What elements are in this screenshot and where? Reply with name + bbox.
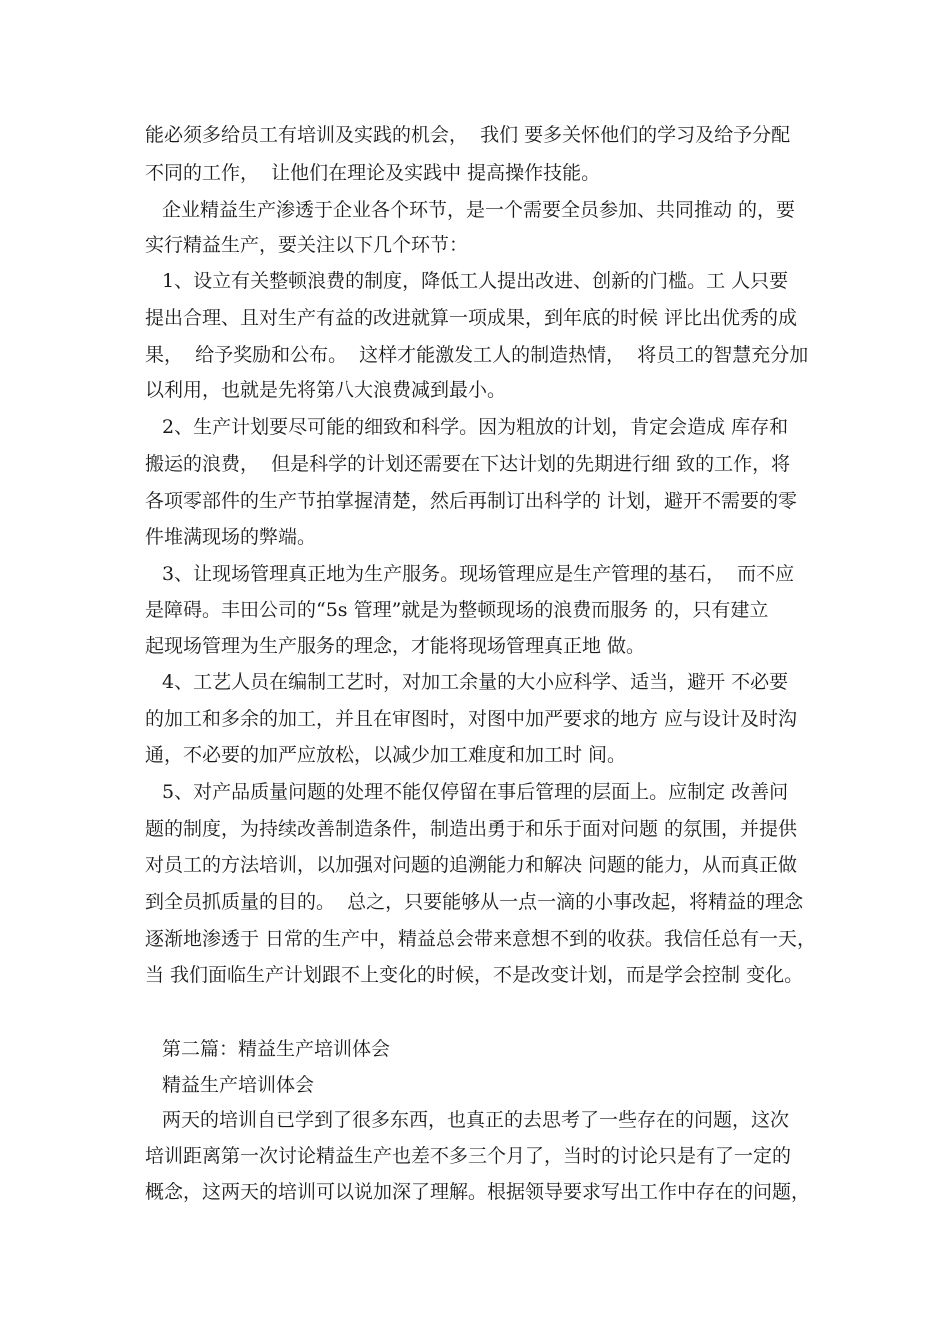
text-line: 起现场管理为生产服务的理念，才能将现场管理真正地 做。 <box>145 635 646 657</box>
text-line: 果， 给予奖励和公布。 这样才能激发工人的制造热情， 将员工的智慧充分加 <box>145 344 809 366</box>
text-line: 通，不必要的加严应放松，以减少加工难度和加工时 间。 <box>145 744 627 766</box>
section-subtitle: 精益生产培训体会 <box>162 1074 315 1096</box>
paragraph-start-line: 2、生产计划要尽可能的细致和科学。因为粗放的计划，肯定会造成 库存和 <box>162 416 789 438</box>
text-line: 题的制度，为持续改善制造条件，制造出勇于和乐于面对问题 的氛围，并提供 <box>145 818 798 840</box>
text-line: 对员工的方法培训，以加强对问题的追溯能力和解决 问题的能力，从而真正做 <box>145 854 798 876</box>
text-line: 各项零部件的生产节拍掌握清楚，然后再制订出科学的 计划，避开不需要的零 <box>145 490 798 512</box>
text-line: 以利用，也就是先将第八大浪费减到最小。 <box>145 379 507 401</box>
paragraph-start-line: 企业精益生产渗透于企业各个环节，是一个需要全员参加、共同推动 的，要 <box>162 199 796 221</box>
text-line: 实行精益生产，要关注以下几个环节： <box>145 234 469 256</box>
text-line: 到全员抓质量的目的。 总之，只要能够从一点一滴的小事改起，将精益的理念 <box>145 891 804 913</box>
text-line: 培训距离第一次讨论精益生产也差不多三个月了，当时的讨论只是有了一定的 <box>145 1145 792 1167</box>
text-line: 逐渐地渗透于 日常的生产中，精益总会带来意想不到的收获。我信任总有一天， <box>145 928 817 950</box>
paragraph-start-line: 1、设立有关整顿浪费的制度，降低工人提出改进、创新的门槛。工 人只要 <box>162 270 789 292</box>
section-heading: 第二篇：精益生产培训体会 <box>162 1038 391 1060</box>
paragraph-start-line: 两天的培训自已学到了很多东西，也真正的去思考了一些存在的问题，这次 <box>162 1109 790 1131</box>
text-line: 搬运的浪费， 但是科学的计划还需要在下达计划的先期进行细 致的工作，将 <box>145 453 791 475</box>
text-line: 的加工和多余的加工，并且在审图时，对图中加严要求的地方 应与设计及时沟 <box>145 708 798 730</box>
text-line: 概念，这两天的培训可以说加深了理解。根据领导要求写出工作中存在的问题， <box>145 1181 811 1203</box>
paragraph-start-line: 3、让现场管理真正地为生产服务。现场管理应是生产管理的基石， 而不应 <box>162 563 795 585</box>
text-line: 能必须多给员工有培训及实践的机会， 我们 要多关怀他们的学习及给予分配 <box>145 124 791 146</box>
paragraph-start-line: 5、对产品质量问题的处理不能仅停留在事后管理的层面上。应制定 改善问 <box>162 781 789 803</box>
text-line: 是障碍。丰田公司的“5s 管理”就是为整顿现场的浪费而服务 的，只有建立 <box>145 599 769 621</box>
text-line: 不同的工作， 让他们在理论及实践中 提高操作技能。 <box>145 162 601 184</box>
paragraph-start-line: 4、工艺人员在编制工艺时，对加工余量的大小应科学、适当，避开 不必要 <box>162 671 789 693</box>
text-line: 提出合理、且对生产有益的改进就算一项成果，到年底的时候 评比出优秀的成 <box>145 307 798 329</box>
text-line: 件堆满现场的弊端。 <box>145 526 317 548</box>
text-line: 当 我们面临生产计划跟不上变化的时候，不是改变计划，而是学会控制 变化。 <box>145 964 804 986</box>
